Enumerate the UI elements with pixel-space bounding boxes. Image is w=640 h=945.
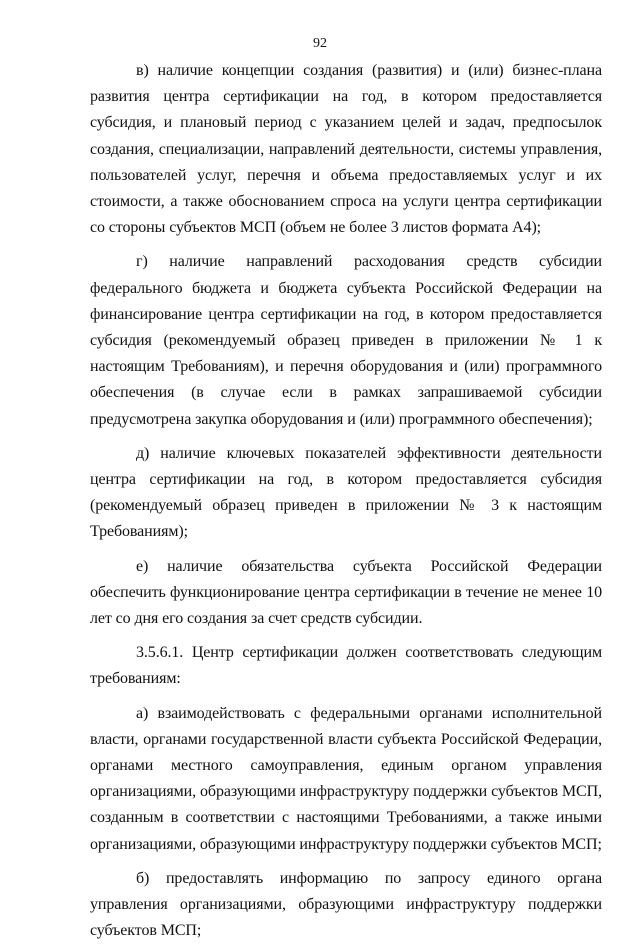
paragraph-d: д) наличие ключевых показателей эффективности деятельности центра сертификации на год, в котором предоставляется субсидия (рекомендуемый образец приведен в приложении № 3 к настоящим Требованиям);: [90, 444, 602, 541]
paragraph-e: е) наличие обязательства субъекта Российской Федерации обеспечить функционирование центра сертификации в течение не менее 10 лет со дня его создания за счет средств субсидии.: [90, 557, 602, 628]
paragraph-3-5-6-1: 3.5.6.1. Центр сертификации должен соответствовать следующим требованиям:: [90, 644, 602, 688]
paragraph-v: в) наличие концепции создания (развития) и (или) бизнес-плана развития центра сертификации на год, в котором предоставляется субсидия, и плановый период с указанием целей и задач, предпосылок создания, специализации, направлений деятельности, системы управления, пользователей услуг, перечня и объема предоставляемых услуг и их стоимости, а также обоснованием спроса на услуги центра сертификации со стороны субъектов МСП (объем не более 3 листов формата А4);: [90, 62, 602, 237]
paragraph-a: а) взаимодействовать с федеральными органами исполнительной власти, органами государственной власти субъекта Российской Федерации, органами местного самоуправления, единым органом управления организациями, образующими инфраструктуру поддержки субъектов МСП, созданным в соответствии с настоящими Требованиями, а также иными организациями, образующими инфраструктуру поддержки субъектов МСП;: [90, 704, 602, 853]
document-body: [90, 58, 602, 945]
paragraph-g: г) наличие направлений расходования средств субсидии федерального бюджета и бюджета субъекта Российской Федерации на финансирование центра сертификации на год, в котором предоставляется субсидия (рекомендуемый образец приведен в приложении № 1 к настоящим Требованиям), и перечня оборудования и (или) программного обеспечения (в случае если в рамках запрашиваемой субсидии предусмотрена закупка оборудования и (или) программного обеспечения);: [90, 253, 602, 428]
paragraph-b: б) предоставлять информацию по запросу единого органа управления организациями, образующими инфраструктуру поддержки субъектов МСП;: [90, 869, 602, 940]
page-number: 92: [313, 36, 327, 51]
